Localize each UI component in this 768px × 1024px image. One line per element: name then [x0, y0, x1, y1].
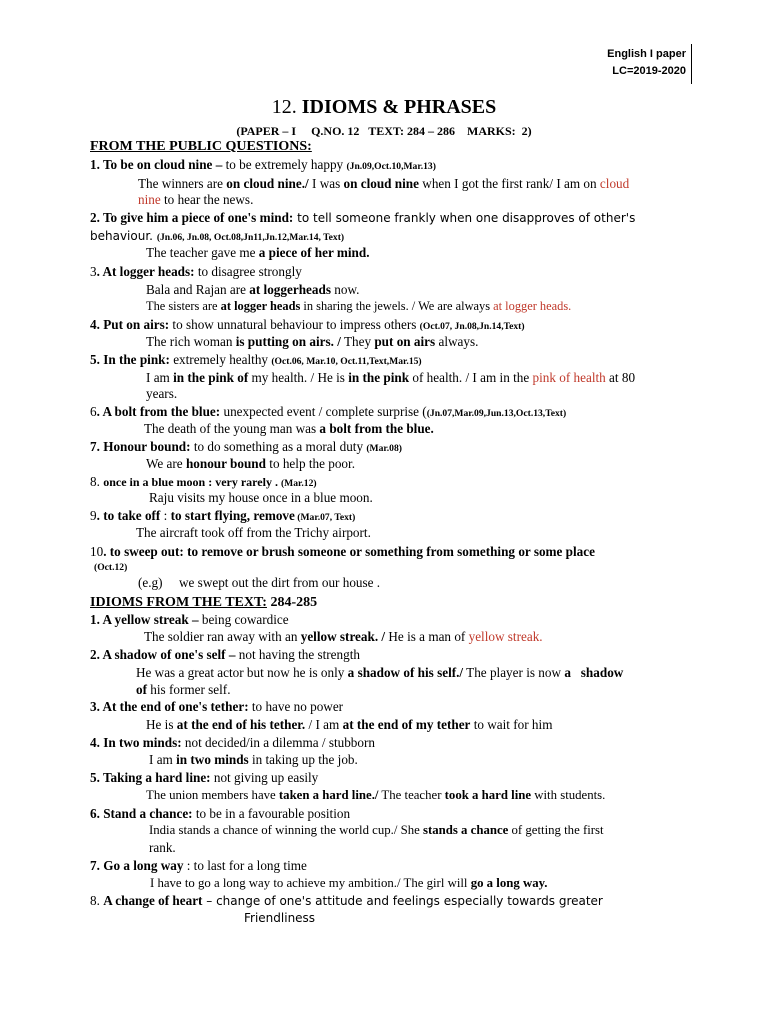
example-text: He was a great actor but now he is only	[136, 665, 348, 680]
text-idiom-8-cont: Friendliness	[244, 911, 316, 925]
example-highlight: in the pink	[348, 370, 410, 385]
idiom-9-example: The aircraft took off from the Trichy airport.	[136, 525, 371, 540]
text-idiom-2-example	[136, 665, 623, 681]
example-text: when I got the first rank/ I am on	[419, 176, 600, 191]
idiom-meaning: to tell someone frankly when one disapproves of other's	[293, 211, 636, 225]
idiom-3	[90, 264, 302, 280]
example-highlight: a bolt from the blue.	[319, 421, 434, 436]
idiom-term: 1. To be on cloud nine –	[90, 157, 223, 172]
text-idiom-2	[90, 647, 360, 663]
text-idiom-4-example	[149, 752, 358, 768]
idiom-3-example-2	[146, 299, 571, 314]
example-highlight: of	[136, 682, 147, 697]
text-idiom-7	[90, 858, 307, 874]
idiom-meaning: :	[160, 508, 171, 523]
idiom-meaning: to be in a favourable position	[192, 806, 351, 821]
example-text: He is	[146, 717, 177, 732]
idiom-meaning: – change of one's attitude and feelings especially towards greater	[202, 894, 603, 908]
example-highlight: is putting on airs. /	[235, 334, 341, 349]
example-highlight: a shadow of his self./	[347, 665, 464, 680]
example-red: yellow streak.	[468, 629, 543, 644]
example-red: pink of health	[532, 370, 606, 385]
page-title	[0, 96, 768, 119]
idiom-term: 5. Taking a hard line:	[90, 770, 211, 785]
text-idiom-3-example	[146, 717, 552, 733]
idiom-9	[90, 508, 355, 524]
idiom-meaning: to have no power	[248, 699, 344, 714]
idiom-term: . A bolt from the blue:	[96, 404, 221, 419]
idiom-5-example	[146, 370, 635, 386]
idiom-2-cont	[90, 228, 344, 244]
idiom-term: once in a blue moon	[103, 475, 206, 489]
example-highlight: at loggerheads	[249, 282, 331, 297]
idiom-5-example-cont: years.	[146, 386, 178, 401]
idiom-term: A change of heart	[103, 893, 203, 908]
idiom-3-example-1	[146, 282, 359, 298]
example-text: always.	[435, 334, 479, 349]
text-idiom-6	[90, 806, 350, 822]
idiom-ref: (Jn.09,Oct.10,Mar.13)	[346, 161, 436, 172]
idiom-7	[90, 439, 402, 455]
idiom-8-example: Raju visits my house once in a blue moon.	[149, 490, 373, 505]
example-text: We are	[146, 456, 186, 471]
example-text: I have to go a long way to achieve my ambition./ The girl will	[150, 876, 471, 890]
idiom-meaning: extremely healthy	[169, 352, 272, 367]
paper-name: English I paper	[607, 48, 686, 60]
example-text: to wait for him	[470, 717, 553, 732]
section-pages: 284-285	[266, 595, 318, 610]
idiom-ref: (Jn.06, Jn.08, Oct.08,Jn11,Jn.12,Mar.14, Text)	[156, 232, 345, 243]
idiom-number: 9	[90, 508, 97, 523]
text-idiom-2-example-cont	[136, 682, 231, 698]
title-number: 12.	[271, 96, 297, 118]
example-text: in sharing the jewels. / We are always	[300, 299, 494, 313]
example-text: The teacher gave me	[146, 245, 259, 260]
idiom-10	[90, 544, 595, 560]
example-text: The teacher	[378, 788, 445, 802]
example-text: to hear the news.	[160, 192, 254, 207]
idiom-term: . to sweep out: to remove or brush someone or something from something or some place	[103, 544, 595, 559]
example-highlight: taken a hard line./	[278, 788, 379, 802]
idiom-10-example: (e.g) we swept out the dirt from our house .	[138, 575, 381, 590]
text-idiom-5-example	[146, 788, 605, 803]
example-highlight: a piece of her mind.	[258, 245, 370, 260]
example-highlight: yellow streak. /	[300, 629, 386, 644]
idiom-number: 10	[90, 544, 104, 559]
idiom-1-example	[138, 176, 629, 192]
text-idiom-1	[90, 612, 289, 628]
example-text: now.	[330, 282, 360, 297]
idiom-term: 6. Stand a chance:	[90, 806, 193, 821]
section-heading-text	[90, 594, 317, 611]
idiom-10-ref: (Oct.12)	[94, 562, 128, 573]
idiom-7-example	[146, 456, 355, 472]
idiom-2-example	[146, 245, 370, 261]
idiom-term: 4. In two minds:	[90, 735, 182, 750]
idiom-meaning: being cowardice	[198, 612, 289, 627]
example-text: The winners are	[138, 176, 227, 191]
idiom-5	[90, 352, 422, 368]
example-text: of getting the first	[508, 823, 604, 837]
idiom-meaning: not having the strength	[235, 647, 360, 662]
example-text: I am	[146, 370, 174, 385]
text-idiom-3	[90, 699, 343, 715]
idiom-ref: (Oct.07, Jn.08,Jn.14,Text)	[419, 321, 525, 332]
idiom-meaning: : to last for a long time	[183, 858, 307, 873]
idiom-number: 8.	[90, 893, 104, 908]
idiom-term: 1. A yellow streak –	[90, 612, 199, 627]
text-idiom-8	[90, 893, 603, 909]
example-text: / I am	[305, 717, 343, 732]
idiom-term: 2. A shadow of one's self –	[90, 647, 236, 662]
example-highlight: put on airs	[374, 334, 436, 349]
example-highlight: honour bound	[185, 456, 266, 471]
idiom-ref: (Mar.08)	[366, 443, 402, 454]
example-highlight: in two minds	[176, 752, 249, 767]
text-idiom-6-example-cont: rank.	[149, 840, 176, 855]
idiom-meaning: behaviour.	[90, 229, 157, 243]
example-text: The union members have	[146, 788, 279, 802]
idiom-4-example	[146, 334, 478, 350]
text-idiom-6-example	[149, 823, 604, 838]
idiom-term: 4. Put on airs:	[90, 317, 170, 332]
paper-label	[607, 46, 686, 80]
idiom-meaning: to disagree strongly	[194, 264, 302, 279]
example-highlight: at logger heads	[220, 299, 301, 313]
idiom-term: . to take off	[96, 508, 161, 523]
section-heading-public: FROM THE PUBLIC QUESTIONS:	[90, 139, 312, 154]
idiom-1-example-cont	[138, 192, 253, 208]
section-label: IDIOMS FROM THE TEXT:	[90, 595, 267, 610]
text-idiom-7-example	[150, 876, 547, 891]
idiom-meaning: not giving up easily	[210, 770, 319, 785]
idiom-ref: (Oct.06, Mar.10, Oct.11,Text,Mar.15)	[271, 356, 422, 367]
example-text: The sisters are	[146, 299, 221, 313]
text-idiom-1-example	[144, 629, 543, 645]
example-text: The death of the young man was	[144, 421, 320, 436]
idiom-meaning: to show unnatural behaviour to impress others	[169, 317, 420, 332]
idiom-meaning: : very rarely .	[205, 475, 281, 489]
idiom-term: 3. At the end of one's tether:	[90, 699, 249, 714]
example-text: India stands a chance of winning the world cup./ She	[149, 823, 423, 837]
example-text: of health. / I am in the	[409, 370, 533, 385]
idiom-2	[90, 210, 635, 226]
example-text: The player is now	[463, 665, 565, 680]
idiom-number: 3	[90, 264, 97, 279]
idiom-ref: (Jn.07,Mar.09,Jun.13,Oct.13,Text)	[426, 408, 567, 419]
example-highlight: at the end of his tether.	[176, 717, 306, 732]
example-red: nine	[138, 192, 161, 207]
page-subtitle: (PAPER – I Q.NO. 12 TEXT: 284 – 286 MARKS: 2)	[236, 124, 532, 138]
example-text: I was	[308, 176, 344, 191]
idiom-8	[90, 474, 317, 490]
idiom-meaning: to start flying, remove	[170, 508, 295, 523]
example-text: my health. / He is	[248, 370, 349, 385]
idiom-number: 8.	[90, 474, 104, 489]
example-highlight: in the pink of	[173, 370, 249, 385]
example-text: The soldier ran away with an	[144, 629, 301, 644]
idiom-term: 7. Honour bound:	[90, 439, 191, 454]
header-divider	[691, 44, 692, 84]
example-red: cloud	[599, 176, 630, 191]
idiom-meaning: not decided/in a dilemma / stubborn	[181, 735, 375, 750]
example-text: The rich woman	[146, 334, 236, 349]
idiom-ref: (Mar.07, Text)	[294, 512, 356, 523]
example-highlight: a shadow	[564, 665, 624, 680]
example-highlight: at the end of my tether	[342, 717, 471, 732]
lc-year: LC=2019-2020	[612, 65, 686, 77]
idiom-term: 5. In the pink:	[90, 352, 170, 367]
example-highlight: stands a chance	[423, 823, 509, 837]
idiom-ref: (Mar.12)	[280, 478, 317, 489]
text-idiom-5	[90, 770, 318, 786]
idiom-1	[90, 157, 436, 173]
idiom-meaning: unexpected event / complete surprise (	[220, 404, 427, 419]
example-text: They	[340, 334, 375, 349]
idiom-term: 2. To give him a piece of one's mind:	[90, 210, 294, 225]
idiom-term: 7. Go a long way	[90, 858, 184, 873]
example-highlight: on cloud nine	[343, 176, 419, 191]
idiom-meaning: to be extremely happy	[222, 157, 347, 172]
example-highlight: go a long way.	[470, 876, 548, 890]
idiom-meaning: to do something as a moral duty	[190, 439, 367, 454]
example-text: I am	[149, 752, 177, 767]
text-idiom-4	[90, 735, 375, 751]
idiom-6-example	[144, 421, 434, 437]
title-text: IDIOMS & PHRASES	[301, 96, 497, 118]
example-highlight: took a hard line	[444, 788, 532, 802]
example-highlight: on cloud nine./	[226, 176, 309, 191]
idiom-4	[90, 317, 525, 333]
example-text: in taking up the job.	[248, 752, 358, 767]
idiom-6	[90, 404, 566, 420]
example-red: at logger heads.	[493, 299, 572, 313]
example-text: his former self.	[147, 682, 231, 697]
example-text: Bala and Rajan are	[146, 282, 250, 297]
idiom-number: 6	[90, 404, 97, 419]
example-text: with students.	[531, 788, 606, 802]
example-text: at 80	[605, 370, 636, 385]
example-text: He is a man of	[385, 629, 469, 644]
idiom-term: . At logger heads:	[96, 264, 195, 279]
example-text: to help the poor.	[265, 456, 355, 471]
